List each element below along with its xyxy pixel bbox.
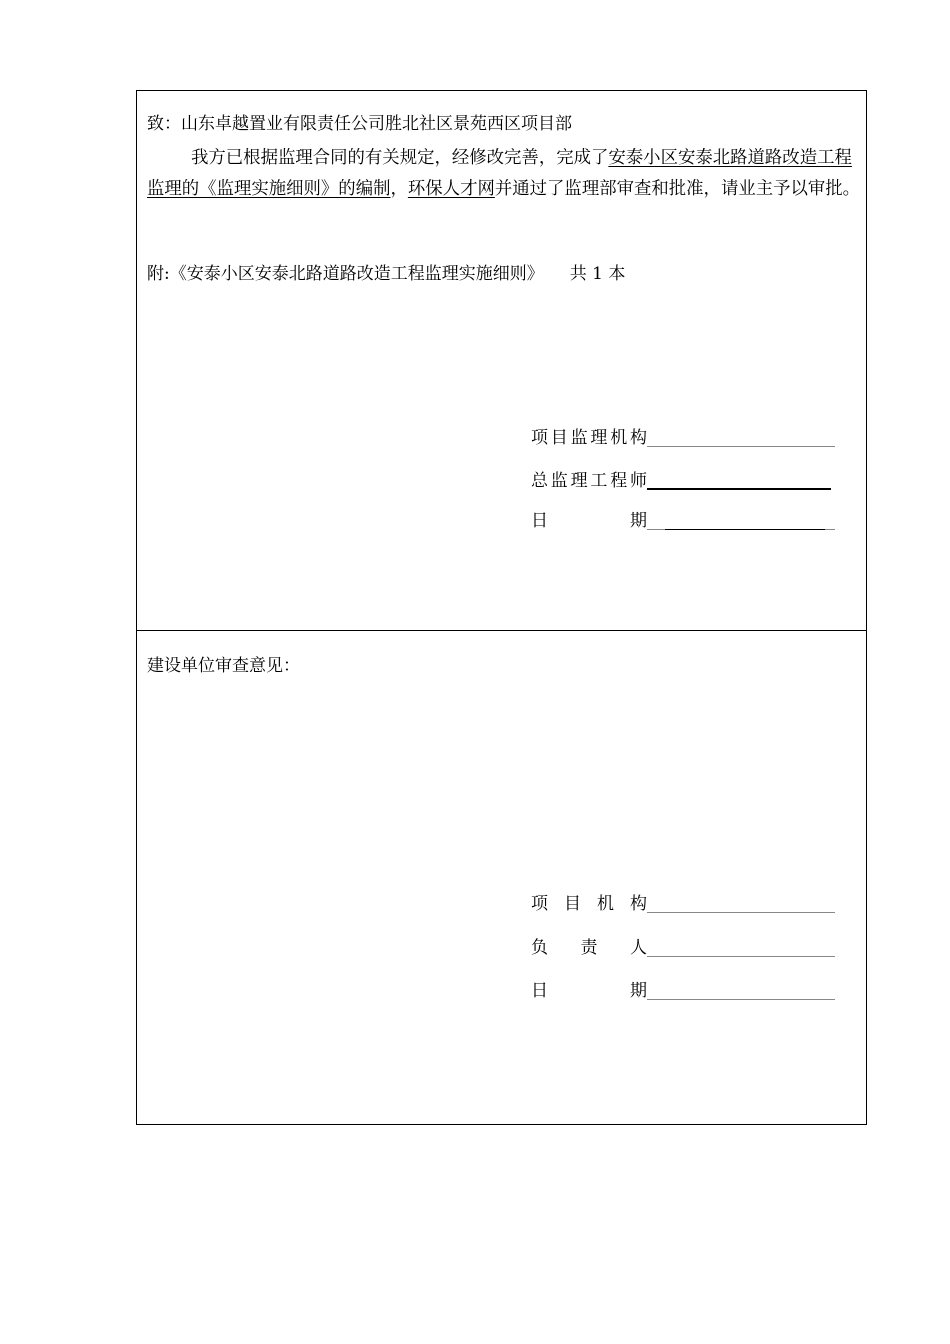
project-name-underlined: 安泰小区安泰北路道路改造工程监理的《监理实施细则》的编制	[147, 148, 852, 199]
addressee-line: 致：山东卓越置业有限责任公司胜北社区景苑西区项目部	[147, 114, 572, 134]
supervision-date-line[interactable]	[647, 509, 835, 530]
supervision-org-signature-line[interactable]	[647, 426, 835, 447]
chief-engineer-label: 总监理工程师	[531, 471, 647, 491]
site-name-underlined: 环保人才网	[407, 179, 495, 199]
owner-org-signature-row	[531, 891, 835, 917]
chief-engineer-signature-line[interactable]	[647, 468, 831, 490]
supervision-date-label: 日 期	[531, 511, 647, 531]
owner-date-row	[531, 978, 835, 1004]
supervision-org-label: 项目监理机构	[531, 428, 647, 448]
owner-org-label: 项 目 机 构	[531, 894, 647, 914]
owner-review-section	[137, 630, 866, 1125]
body-suffix-text: 并通过了监理部审查和批准，请业主予以审批。	[494, 179, 861, 199]
supervision-date-row	[531, 508, 835, 534]
approval-form-table	[136, 90, 867, 1125]
owner-date-line[interactable]	[647, 979, 835, 1000]
owner-person-label: 负 责 人	[531, 938, 647, 958]
owner-person-signature-row	[531, 935, 835, 961]
attachment-count: 共 1 本	[569, 264, 626, 284]
owner-date-label: 日 期	[531, 981, 647, 1001]
attachment-text: 附:《安泰小区安泰北路道路改造工程监理实施细则》	[147, 264, 544, 284]
owner-person-signature-line[interactable]	[647, 936, 835, 957]
chief-engineer-signature-row	[531, 468, 831, 494]
attachment-line	[147, 261, 863, 287]
body-comma-text: ，	[390, 179, 408, 199]
owner-review-title: 建设单位审查意见：	[147, 656, 300, 676]
body-prefix-text: 我方已根据监理合同的有关规定，经修改完善，完成了	[191, 148, 609, 168]
supervision-org-signature-row	[531, 425, 835, 451]
submission-body-paragraph	[147, 143, 863, 205]
owner-org-signature-line[interactable]	[647, 892, 835, 913]
supervision-submission-section	[137, 91, 866, 630]
